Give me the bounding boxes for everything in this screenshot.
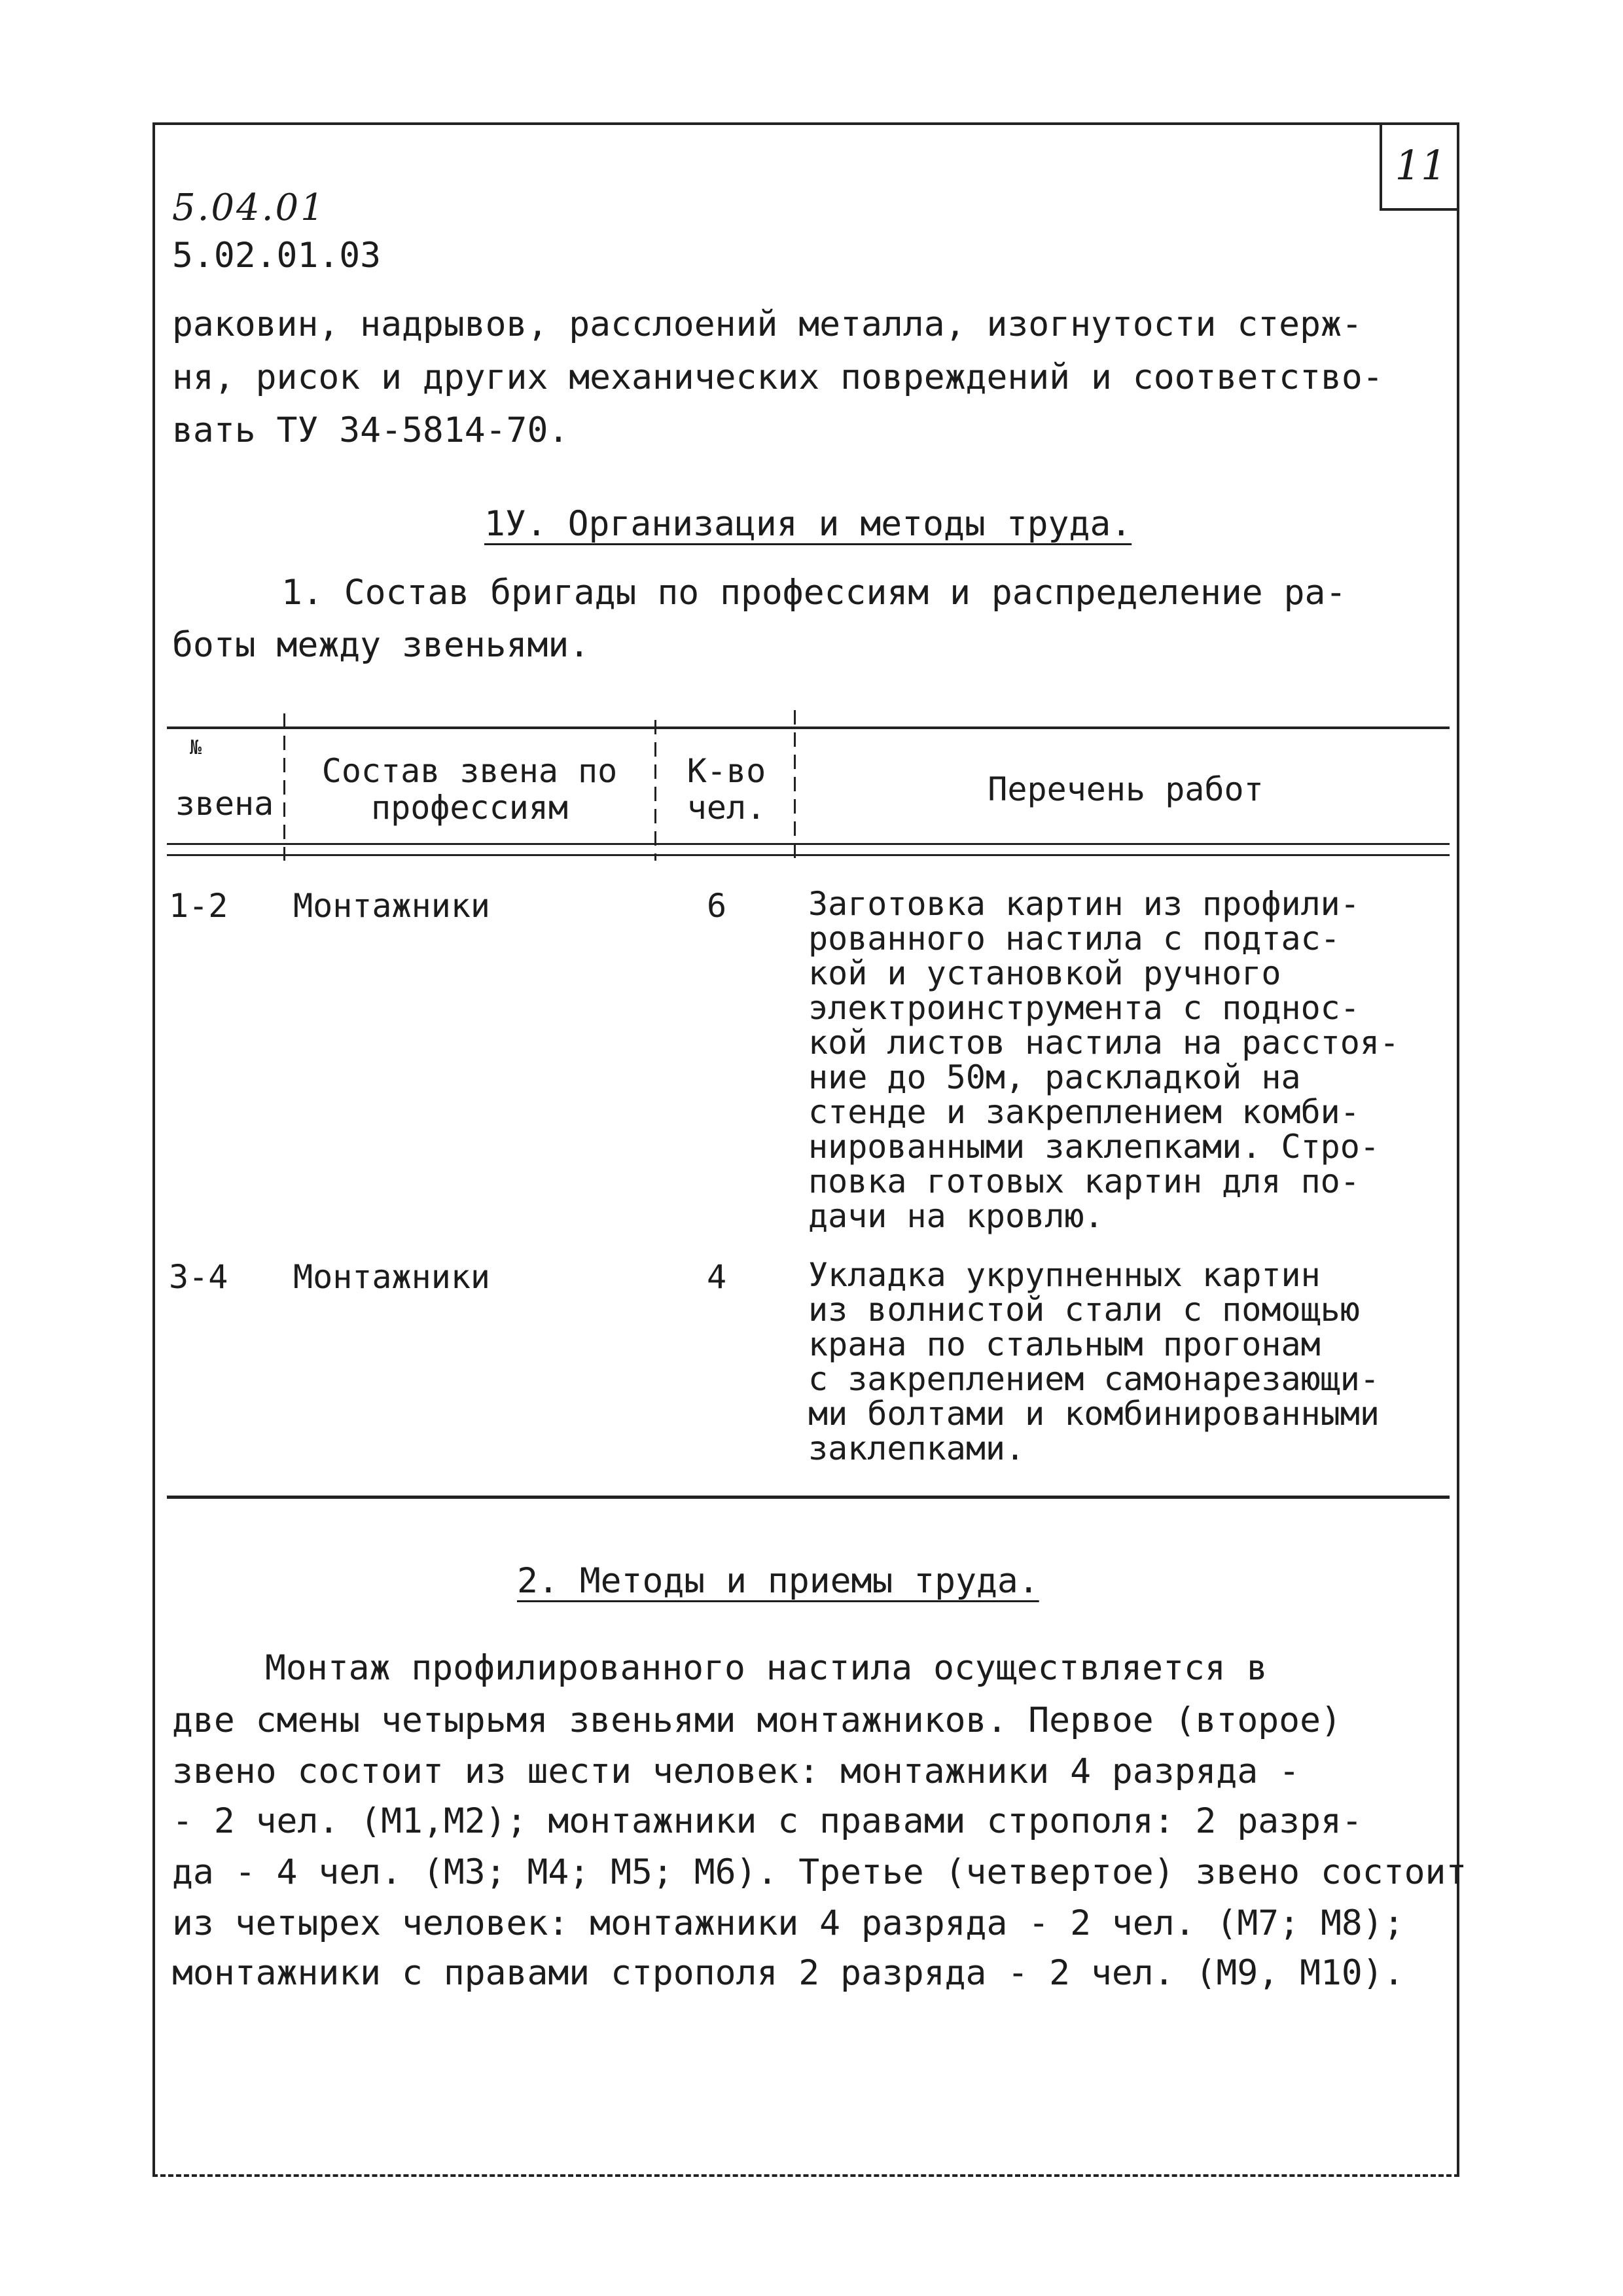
row-description [808, 1258, 1380, 1466]
document-code: 5.02.01.03 [172, 236, 382, 276]
description-line: дачи на кровлю. [808, 1197, 1104, 1235]
header-unit-number: звена [175, 785, 274, 823]
description-line: с закреплением самонарезающи- [808, 1360, 1380, 1398]
header-count-line: чел. [687, 789, 766, 827]
description-line: из волнистой стали с помощью [808, 1291, 1360, 1329]
row-profession: Монтажники [293, 887, 491, 925]
handwritten-code: 5.04.01 [172, 187, 326, 229]
paragraph-line: да - 4 чел. (М3; М4; М5; М6). Третье (четвертое) звено состоит [172, 1852, 1467, 1892]
paragraph-line: из четырех человек: монтажники 4 разряда - 2 чел. (М7; М8); [172, 1903, 1404, 1943]
header-profession [288, 753, 651, 826]
description-line: повка готовых картин для по- [808, 1162, 1360, 1200]
column-separator [654, 720, 656, 861]
row-count: 4 [707, 1258, 727, 1296]
row-unit-number: 1-2 [169, 887, 228, 925]
table-top-rule [167, 726, 1450, 729]
row-profession: Монтажники [293, 1258, 491, 1296]
paragraph-line: монтажники с правами строполя 2 разряда - 2 чел. (М9, М10). [172, 1953, 1404, 1993]
table-bottom-rule [167, 1496, 1450, 1499]
description-line: заклепками. [808, 1429, 1026, 1467]
section-4-subtitle: 1. Состав бригады по профессиям и распределение ра- [281, 573, 1347, 613]
header-count [661, 753, 792, 826]
column-separator [283, 713, 285, 861]
table-header-rule [167, 843, 1450, 845]
section-2-title: 2. Методы и приемы труда. [517, 1561, 1039, 1601]
intro-line: раковин, надрывов, расслоений металла, изогнутости стерж- [172, 304, 1363, 344]
header-profession-line: профессиям [370, 789, 569, 827]
description-line: Заготовка картин из профили- [808, 885, 1360, 923]
description-line: ми болтами и комбинированными [808, 1395, 1380, 1433]
description-line: ние до 50м, раскладкой на [808, 1058, 1301, 1096]
paragraph-line: - 2 чел. (М1,М2); монтажники с правами строполя: 2 разря- [172, 1801, 1363, 1841]
description-line: рованного настила с подтас- [808, 920, 1340, 958]
description-line: Укладка укрупненных картин [808, 1256, 1321, 1294]
page-number: 11 [1380, 122, 1459, 211]
header-count-line: К-во [687, 752, 766, 790]
description-line: кой и установкой ручного [808, 954, 1281, 992]
row-description [808, 887, 1399, 1234]
section-4-subtitle: боты между звеньями. [172, 625, 590, 665]
paragraph-line: Монтаж профилированного настила осуществляется в [265, 1648, 1268, 1688]
description-line: нированными заклепками. Стро- [808, 1128, 1380, 1166]
column-separator [794, 710, 796, 861]
description-line: электроинструмента с поднос- [808, 989, 1360, 1027]
paragraph-line: звено состоит из шести человек: монтажники 4 разряда - [172, 1751, 1300, 1791]
intro-line: вать ТУ 34-5814-70. [172, 410, 569, 450]
number-symbol: № [190, 736, 202, 759]
header-profession-line: Состав звена по [321, 752, 618, 790]
table-header-rule [167, 854, 1450, 856]
intro-line: ня, рисок и других механических повреждений и соответство- [172, 357, 1383, 397]
section-4-title: 1У. Организация и методы труда. [484, 504, 1132, 544]
description-line: кой листов настила на расстоя- [808, 1024, 1400, 1062]
paragraph-line: две смены четырьмя звеньями монтажников. Первое (второе) [172, 1700, 1342, 1740]
row-unit-number: 3-4 [169, 1258, 228, 1296]
description-line: крана по стальным прогонам [808, 1325, 1321, 1363]
description-line: стенде и закреплением комби- [808, 1093, 1360, 1131]
row-count: 6 [707, 887, 727, 925]
header-work-list: Перечень работ [988, 770, 1264, 808]
